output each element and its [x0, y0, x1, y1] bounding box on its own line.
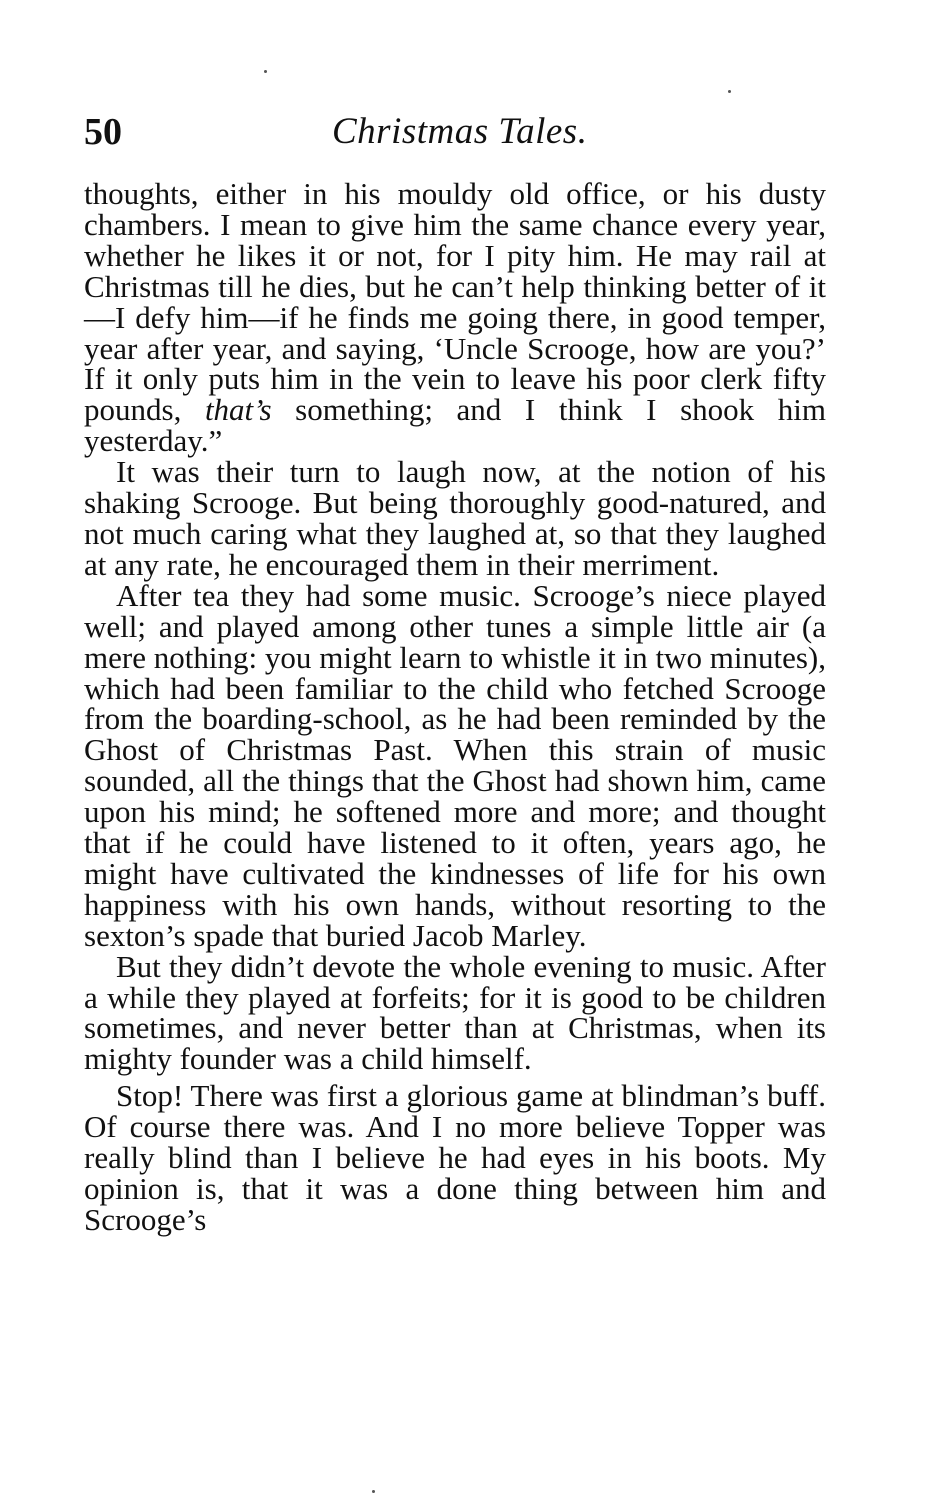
paragraph: It was their turn to laugh now, at the notion of his shaking Scrooge. But being thoroughly good-natured, and not much caring what they laughed at, so that they laughed at any rate, he encouraged them in their merriment.: [84, 454, 826, 582]
emphasized-word: that’s: [204, 392, 272, 428]
paragraph: After tea they had some music. Scrooge’s niece played well; and played among other tunes a simple little air (a mere nothing: you might learn to whistle it in two minutes), which had been familiar to the child who fetched Scrooge from the boarding-school, as he had been reminded by the Ghost of Christmas Past. When this strain of music sounded, all the things that the Ghost had shown him, came upon his mind; he softened more and more; and thought that if he could have listened to it often, years ago, he might have cultivated the kindnesses of life for his own happiness with his own hands, without resorting to the sexton’s spade that buried Jacob Marley.: [84, 577, 826, 953]
running-title: Christmas Tales.: [332, 111, 588, 152]
page-number: 50: [84, 111, 122, 153]
paragraph-text: thoughts, either in his mouldy old office, or his dusty chambers. I mean to give him the same chance every year, whether he likes it or not, for I pity him. He may rail at Christmas till he dies, but he can’t help thinking better of it—I defy him—if he finds me going there, in good temper, year after year, and saying, ‘Uncle Scrooge, how are you?’ If it only puts him in the vein to leave his poor clerk fifty pounds,: [84, 176, 826, 428]
print-speck: [372, 1490, 375, 1493]
paragraph: Stop! There was first a glorious game at blindman’s buff. Of course there was. And I no more believe Topper was really blind than I believe he had eyes in his boots. My opinion is, that it was a done thing between him and Scrooge’s: [84, 1078, 826, 1237]
paragraph-continuation: [84, 176, 826, 459]
print-speck: [728, 90, 731, 93]
print-speck: [264, 70, 267, 73]
body-text: [84, 176, 826, 1237]
page-header: [84, 108, 832, 158]
paragraph: But they didn’t devote the whole evening to music. After a while they played at forfeits; for it is good to be children sometimes, and never better than at Christmas, when its mighty founder was a child himself.: [84, 948, 826, 1077]
paragraph-text: something; and I think I shook him yesterday.”: [84, 392, 826, 459]
